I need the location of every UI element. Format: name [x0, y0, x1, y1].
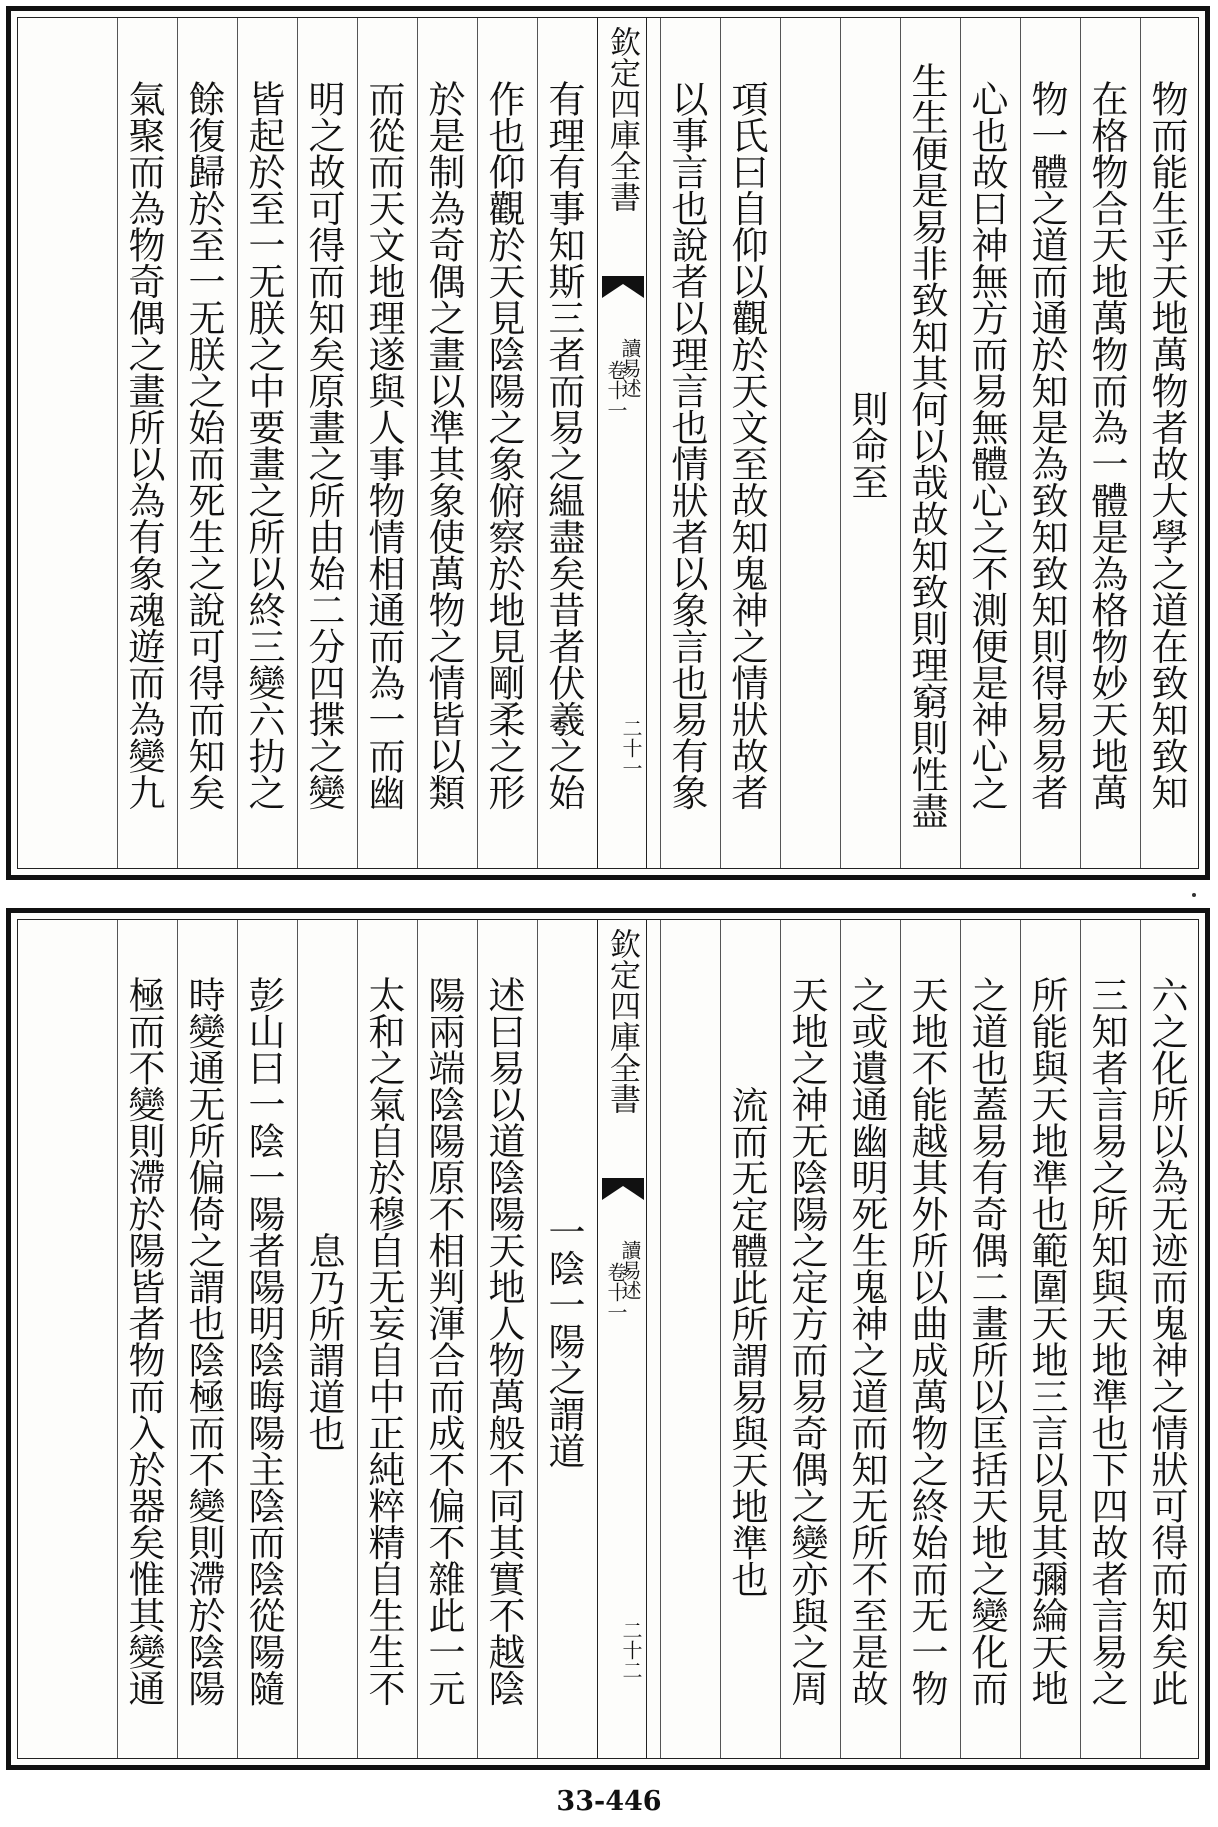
volume-label [600, 1240, 646, 1360]
column-text: 物一體之道而通於知是為致知致知則得易易者 [1025, 80, 1068, 810]
text-column-blank [660, 920, 720, 1758]
text-column [537, 18, 597, 868]
print-speck [1192, 893, 1196, 897]
column-text: 明之故可得而知矣原畫之所由始二分四揲之變 [302, 80, 345, 810]
column-text: 天地之神无陰陽之定方而易奇偶之變亦與之周 [785, 976, 828, 1706]
fishtail-icon [602, 1178, 644, 1204]
column-text: 所能與天地準也範圍天地三言以見其彌綸天地 [1025, 976, 1068, 1706]
column-text: 六之化所以為无迹而鬼神之情狀可得而知矣此 [1145, 976, 1188, 1706]
column-text: 極而不變則滯於陽皆者物而入於器矣惟其變通 [122, 976, 165, 1706]
column-text: 氣聚而為物奇偶之畫所以為有象魂遊而為變九 [122, 80, 165, 810]
column-text: 流而无定體此所謂易與天地準也 [725, 1085, 768, 1597]
column-text: 皆起於至一无朕之中要畫之所以終三變六扐之 [242, 80, 285, 810]
text-column [1140, 18, 1200, 868]
text-column [237, 920, 297, 1758]
text-column-blank [18, 920, 117, 1758]
column-text: 之或遺通幽明死生鬼神之道而知无所不至是故 [845, 976, 888, 1706]
juan-label: 卷十一 [604, 360, 628, 420]
volume-label [600, 338, 646, 458]
text-column [1020, 920, 1080, 1758]
text-column [177, 920, 237, 1758]
text-column [117, 18, 177, 868]
column-text: 心也故曰神無方而易無體心之不測便是神心之 [965, 80, 1008, 810]
volume-title: 讀易述 [618, 1240, 642, 1300]
column-text: 作也仰觀於天見陰陽之象俯察於地見剛柔之形 [482, 80, 525, 810]
text-column-blank [780, 18, 840, 868]
text-column [297, 18, 357, 868]
page-frame [17, 919, 1199, 1759]
text-column [1140, 920, 1200, 1758]
book-title: 欽定四庫全書 [604, 928, 640, 1114]
column-text: 三知者言易之所知與天地準也下四故者言易之 [1085, 976, 1128, 1706]
text-column [477, 920, 537, 1758]
column-text: 以事言也說者以理言也情狀者以象言也易有象 [665, 80, 708, 810]
column-text: 餘復歸於至一无朕之始而死生之說可得而知矣 [182, 80, 225, 810]
center-fold [597, 18, 647, 868]
column-text: 之道也蓋易有奇偶二畫所以匡括天地之變化而 [965, 976, 1008, 1706]
text-column [297, 920, 357, 1758]
column-text: 項氏曰自仰以觀於天文至故知鬼神之情狀故者 [725, 80, 768, 810]
text-column [720, 920, 780, 1758]
book-title: 欽定四庫全書 [604, 26, 640, 212]
text-column [840, 18, 900, 868]
text-column [720, 18, 780, 868]
column-text: 述曰易以道陰陽天地人物萬般不同其實不越陰 [482, 976, 525, 1706]
center-fold [597, 920, 647, 1758]
text-column [900, 18, 960, 868]
column-text: 物而能生乎天地萬物者故大學之道在致知致知 [1145, 80, 1188, 810]
text-column [357, 18, 417, 868]
page-bottom [6, 908, 1210, 1770]
text-column [537, 920, 597, 1758]
column-text: 則命至 [845, 390, 888, 500]
juan-label: 卷十一 [604, 1262, 628, 1322]
text-column [1020, 18, 1080, 868]
text-column [780, 920, 840, 1758]
text-column-blank [18, 18, 117, 868]
text-column [900, 920, 960, 1758]
column-text: 息乃所謂道也 [302, 1231, 345, 1451]
text-column [177, 18, 237, 868]
text-column [417, 18, 477, 868]
fishtail-icon [602, 276, 644, 302]
text-column [357, 920, 417, 1758]
volume-title: 讀易述 [618, 338, 642, 398]
text-column [237, 18, 297, 868]
text-column [117, 920, 177, 1758]
text-column [1080, 920, 1140, 1758]
column-text: 生生便是易非致知其何以哉故知致則理窮則性盡 [905, 61, 948, 829]
text-column [417, 920, 477, 1758]
column-text: 在格物合天地萬物而為一體是為格物妙天地萬 [1085, 80, 1128, 810]
leaf-number: 二十二 [619, 1620, 643, 1680]
column-text: 天地不能越其外所以曲成萬物之終始而无一物 [905, 976, 948, 1706]
page-top [6, 6, 1210, 880]
column-text: 陽兩端陰陽原不相判渾合而成不偏不雜此一元 [422, 976, 465, 1706]
text-column [1080, 18, 1140, 868]
text-column [960, 920, 1020, 1758]
column-text: 於是制為奇偶之畫以準其象使萬物之情皆以類 [422, 80, 465, 810]
text-column [840, 920, 900, 1758]
text-column [477, 18, 537, 868]
column-text: 一陰一陽之謂道 [542, 1213, 585, 1469]
page-label: 33-446 [556, 1786, 662, 1817]
column-text: 有理有事知斯三者而易之緼盡矣昔者伏羲之始 [542, 80, 585, 810]
leaf-number: 二十一 [619, 718, 643, 778]
column-text: 時變通无所偏倚之謂也陰極而不變則滯於陰陽 [182, 976, 225, 1706]
column-text: 太和之氣自於穆自无妄自中正純粹精自生生不 [362, 976, 405, 1706]
column-text: 而從而天文地理遂與人事物情相通而為一而幽 [362, 80, 405, 810]
page-frame [17, 17, 1199, 869]
column-text: 彭山曰一陰一陽者陽明陰晦陽主陰而陰從陽隨 [242, 976, 285, 1706]
text-column [660, 18, 720, 868]
text-column [960, 18, 1020, 868]
